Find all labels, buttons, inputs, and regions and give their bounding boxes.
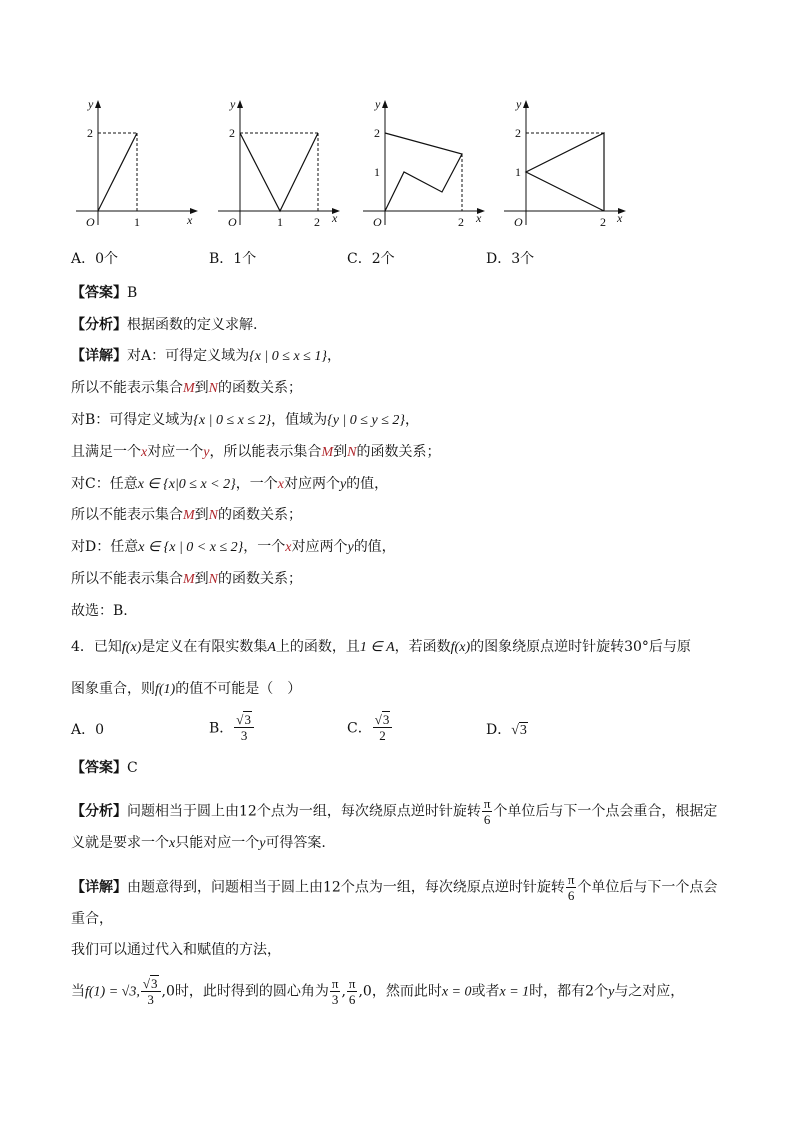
q3-detail-line-6: 所以不能表示集合M到N的函数关系； — [71, 507, 303, 523]
q4-analysis-line-2: 义就是要求一个x只能对应一个y可得答案. — [71, 835, 326, 851]
q4-detail-line-1: 【详解】由题意得到，问题相当于圆上由12个点为一组，每次绕原点逆时针旋转 $\frac{\pi}{6}$ 个单位后与下一个点会 — [71, 872, 718, 903]
x-axis-label: x — [332, 211, 338, 225]
q3-analysis: 【分析】根据函数的定义求解. — [71, 317, 258, 333]
q3-option-b: B．1个 — [209, 251, 257, 267]
q4-stem-line-1: 4．已知f(x)是定义在有限实数集A上的函数，且1 ∈ A，若函数f(x)的图象绕原点逆时针旋转30°后与原 — [71, 639, 691, 655]
tick-y-1: 1 — [374, 165, 380, 179]
x-axis-label: x — [187, 213, 193, 227]
q3-detail-line-3: 对B：可得定义域为{x | 0 ≤ x ≤ 2}，值域为{y | 0 ≤ y ≤ 2}， — [71, 412, 419, 428]
y-axis-label: y — [230, 97, 236, 111]
graph-a — [70, 92, 200, 232]
origin-label: O — [228, 215, 237, 229]
x-axis-label: x — [476, 211, 482, 225]
q3-detail-line-8: 所以不能表示集合M到N的函数关系； — [71, 571, 303, 587]
origin-label: O — [86, 215, 95, 229]
q3-detail-line-5: 对C：任意x ∈ {x|0 ≤ x < 2}，一个x对应两个y的值， — [71, 476, 389, 492]
x-axis-label: x — [617, 211, 623, 225]
q3-option-c: C．2个 — [347, 251, 395, 267]
tick-x-2: 2 — [458, 215, 464, 229]
q4-option-a: A．0 — [71, 722, 105, 738]
tick-y-2: 2 — [374, 126, 380, 140]
tick-y-1: 1 — [515, 165, 521, 179]
q4-detail-line-4: 当f(1) = √3, $\frac{√3}{3}$ ,0时，此时得到的圆心角为 $\frac{\pi}{3}$ , $\frac{\pi}{6}$ ,0，然而此时x = 0或者x = 1时，都有2个y与之对应， — [71, 976, 685, 1007]
q4-analysis-line-1: 【分析】问题相当于圆上由12个点为一组，每次绕原点逆时针旋转 $\frac{\pi}{6}$ 个单位后与下一个点会重合，根据定 — [71, 796, 718, 827]
q3-detail-line-7: 对D：任意x ∈ {x | 0 < x ≤ 2}，一个x对应两个y的值， — [71, 539, 396, 555]
origin-label: O — [373, 215, 382, 229]
tick-x-1: 1 — [134, 215, 140, 229]
y-axis-label: y — [516, 97, 522, 111]
q4-stem-line-2: 图象重合，则f(1)的值不可能是（ ） — [71, 681, 302, 697]
tick-x-2: 2 — [600, 215, 606, 229]
q3-answer: 【答案】B — [71, 285, 138, 301]
q4-option-d: D．√3 — [486, 722, 527, 738]
tick-x-2: 2 — [314, 215, 320, 229]
q3-detail-line-2: 所以不能表示集合M到N的函数关系； — [71, 380, 303, 396]
q3-final: 故选：B. — [71, 603, 128, 619]
q4-answer: 【答案】C — [71, 760, 138, 776]
q4-option-b: B． $\frac{√3}{3}$ — [209, 712, 255, 743]
q4-detail-line-3: 我们可以通过代入和赋值的方法， — [71, 942, 281, 958]
q4-option-c: C． $\frac{√3}{2}$ — [347, 712, 393, 743]
q3-option-d: D．3个 — [486, 251, 535, 267]
graph-b — [212, 92, 342, 232]
tick-y-2: 2 — [515, 126, 521, 140]
tick-x-1: 1 — [277, 215, 283, 229]
y-axis-label: y — [375, 97, 381, 111]
q3-detail-line-1: 【详解】对A：可得定义域为{x | 0 ≤ x ≤ 1}， — [71, 348, 341, 364]
tick-y-2: 2 — [229, 126, 235, 140]
q3-detail-line-4: 且满足一个x对应一个y，所以能表示集合M到N的函数关系； — [71, 444, 441, 460]
q3-option-a: A．0个 — [71, 251, 119, 267]
y-axis-label: y — [88, 97, 94, 111]
q4-detail-line-2: 重合， — [71, 911, 113, 927]
graph-d — [498, 92, 628, 232]
graph-c — [357, 92, 487, 232]
tick-y-2: 2 — [87, 126, 93, 140]
origin-label: O — [514, 215, 523, 229]
